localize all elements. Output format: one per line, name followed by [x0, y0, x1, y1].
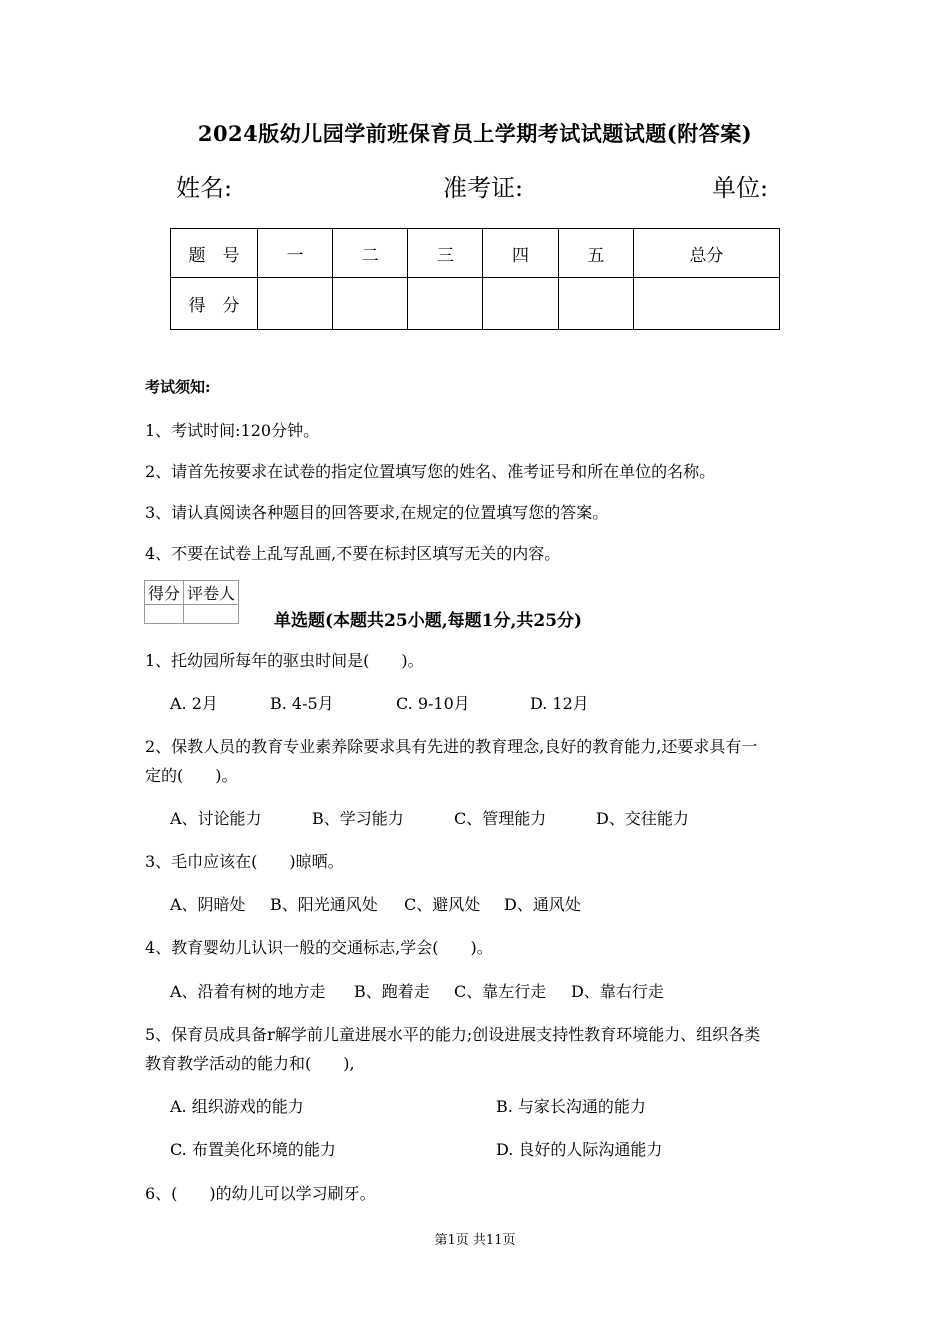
question-option: D、通风处: [504, 895, 581, 914]
question-stem-cont: 定的( )。: [145, 766, 238, 785]
notice-heading: 考试须知:: [145, 378, 211, 396]
score-input-cell[interactable]: [558, 278, 633, 330]
grader-box: [144, 580, 239, 624]
notice-item: 4、不要在试卷上乱写乱画,不要在标封区填写无关的内容。: [145, 544, 561, 563]
question-option: D. 良好的人际沟通能力: [496, 1140, 663, 1159]
score-table-cell: 三: [408, 229, 483, 278]
score-table-header-row: [171, 229, 780, 278]
grader-reviewer-label: 评卷人: [184, 581, 239, 605]
question-stem: 3、毛巾应该在( )晾晒。: [145, 852, 344, 871]
question-stem: 5、保育员成具备r解学前儿童进展水平的能力;创设进展支持性教育环境能力、组织各类: [145, 1025, 761, 1044]
score-table-cell: 得 分: [171, 278, 258, 330]
score-table-score-row: [171, 278, 780, 330]
question-option: B、阳光通风处: [270, 895, 378, 914]
score-table-cell: 总分: [633, 229, 779, 278]
question-option: D. 12月: [530, 694, 589, 713]
score-input-cell[interactable]: [408, 278, 483, 330]
question-option: D、靠右行走: [571, 982, 664, 1001]
grader-score-cell[interactable]: [145, 605, 184, 624]
name-label: 姓名:: [176, 174, 233, 202]
score-table-cell: 题 号: [171, 229, 258, 278]
question-stem: 1、托幼园所每年的驱虫时间是( )。: [145, 651, 424, 670]
question-option: C. 9-10月: [396, 694, 470, 713]
exam-id-label: 准考证:: [443, 174, 524, 202]
score-table: [170, 228, 780, 330]
question-option: A. 2月: [170, 694, 218, 713]
question-option: C、避风处: [404, 895, 481, 914]
question-option: B、跑着走: [354, 982, 430, 1001]
question-option: B. 4-5月: [270, 694, 334, 713]
score-table-cell: 二: [333, 229, 408, 278]
question-option: B、学习能力: [312, 809, 404, 828]
question-option: D、交往能力: [596, 809, 689, 828]
question-option: A. 组织游戏的能力: [170, 1097, 304, 1116]
question-stem: 6、( )的幼儿可以学习刷牙。: [145, 1184, 376, 1203]
section-title: 单选题(本题共25小题,每题1分,共25分): [274, 611, 583, 631]
grader-reviewer-cell[interactable]: [184, 605, 239, 624]
score-table-cell: 五: [558, 229, 633, 278]
score-table-cell: 一: [258, 229, 333, 278]
notice-item: 3、请认真阅读各种题目的回答要求,在规定的位置填写您的答案。: [145, 503, 609, 522]
score-table-cell: 四: [483, 229, 558, 278]
question-option: A、沿着有树的地方走: [170, 982, 326, 1001]
score-input-cell[interactable]: [483, 278, 558, 330]
question-stem-cont: 教育教学活动的能力和( ),: [145, 1054, 355, 1073]
grader-score-label: 得分: [145, 581, 184, 605]
question-option: B. 与家长沟通的能力: [496, 1097, 646, 1116]
question-option: C、靠左行走: [454, 982, 547, 1001]
question-option: C. 布置美化环境的能力: [170, 1140, 336, 1159]
question-stem: 4、教育婴幼儿认识一般的交通标志,学会( )。: [145, 938, 493, 957]
notice-item: 1、考试时间:120分钟。: [145, 421, 320, 440]
unit-label: 单位:: [712, 174, 769, 202]
question-stem: 2、保教人员的教育专业素养除要求具有先进的教育理念,良好的教育能力,还要求具有一: [145, 737, 758, 756]
notice-item: 2、请首先按要求在试卷的指定位置填写您的姓名、准考证号和所在单位的名称。: [145, 462, 716, 481]
exam-title: 2024版幼儿园学前班保育员上学期考试试题试题(附答案): [197, 121, 753, 146]
question-option: A、阴暗处: [170, 895, 246, 914]
score-input-cell[interactable]: [333, 278, 408, 330]
question-option: C、管理能力: [454, 809, 547, 828]
question-option: A、讨论能力: [170, 809, 262, 828]
score-input-cell[interactable]: [258, 278, 333, 330]
page-footer: 第1页 共11页: [434, 1233, 516, 1248]
score-input-cell[interactable]: [633, 278, 779, 330]
